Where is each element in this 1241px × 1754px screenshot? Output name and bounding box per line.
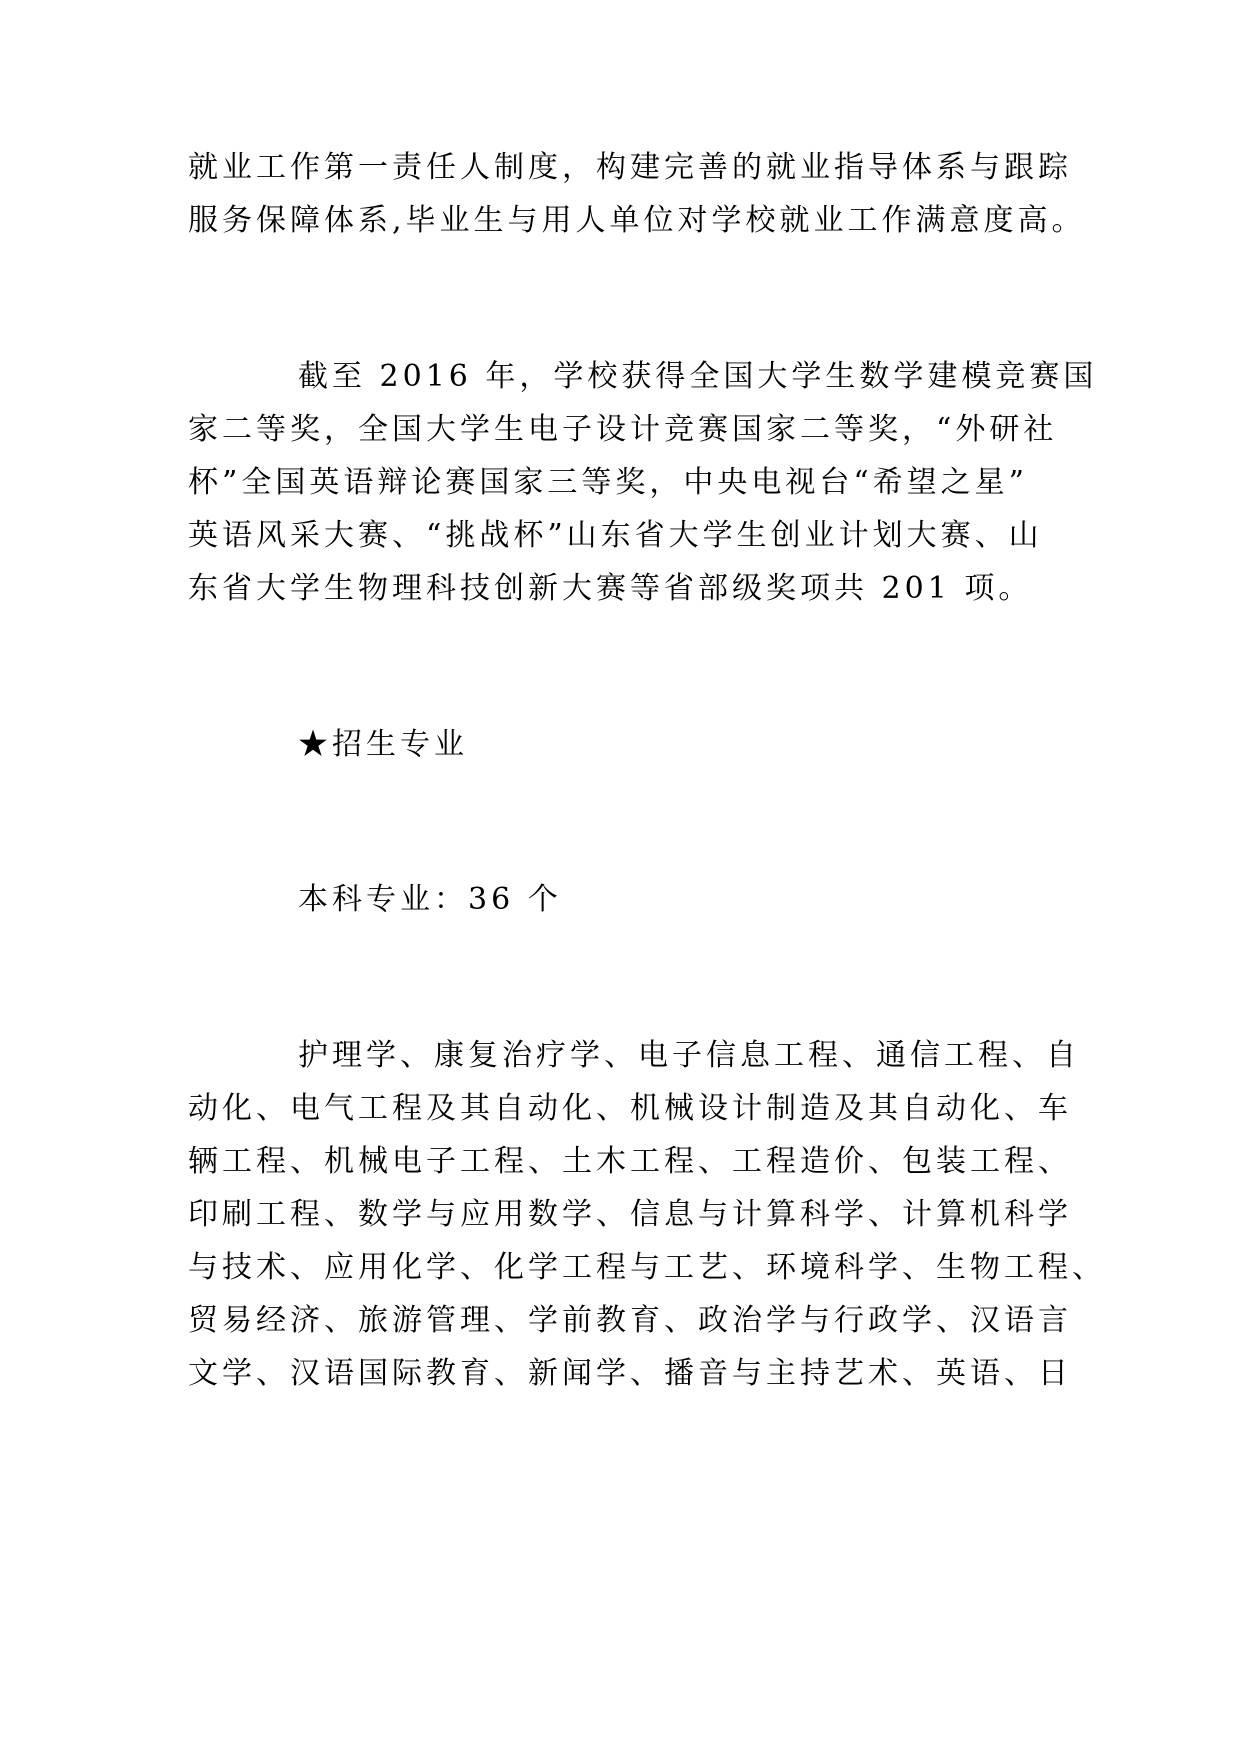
majors-list-line-6: 贸易经济、旅游管理、学前教育、政治学与行政学、汉语言 [188,1303,1072,1338]
undergraduate-majors-count: 本科专业：36 个 [298,882,562,917]
paragraph-2-line-2: 家二等奖，全国大学生电子设计竞赛国家二等奖，“外研社 [188,412,1058,447]
majors-list-line-1: 护理学、康复治疗学、电子信息工程、通信工程、自 [298,1038,1080,1073]
paragraph-2-line-1: 截至 2016 年，学校获得全国大学生数学建模竞赛国 [298,359,1098,394]
majors-list-line-4: 印刷工程、数学与应用数学、信息与计算科学、计算机科学 [188,1197,1072,1232]
section-heading-admission-majors: ★招生专业 [298,727,468,762]
majors-list-line-3: 辆工程、机械电子工程、土木工程、工程造价、包装工程、 [188,1144,1072,1179]
paragraph-2-line-4: 英语风采大赛、“挑战杯”山东省大学生创业计划大赛、山 [188,518,1043,553]
paragraph-1-line-2: 服务保障体系,毕业生与用人单位对学校就业工作满意度高。 [188,203,1086,238]
paragraph-2-line-3: 杯”全国英语辩论赛国家三等奖，中央电视台“希望之星” [188,465,1029,500]
paragraph-1-line-1: 就业工作第一责任人制度，构建完善的就业指导体系与跟踪 [188,150,1072,185]
paragraph-2-line-5: 东省大学生物理科技创新大赛等省部级奖项共 201 项。 [188,571,1033,606]
majors-list-line-2: 动化、电气工程及其自动化、机械设计制造及其自动化、车 [188,1091,1072,1126]
majors-list-line-5: 与技术、应用化学、化学工程与工艺、环境科学、生物工程、 [188,1250,1106,1285]
majors-list-line-7: 文学、汉语国际教育、新闻学、播音与主持艺术、英语、日 [188,1356,1072,1391]
